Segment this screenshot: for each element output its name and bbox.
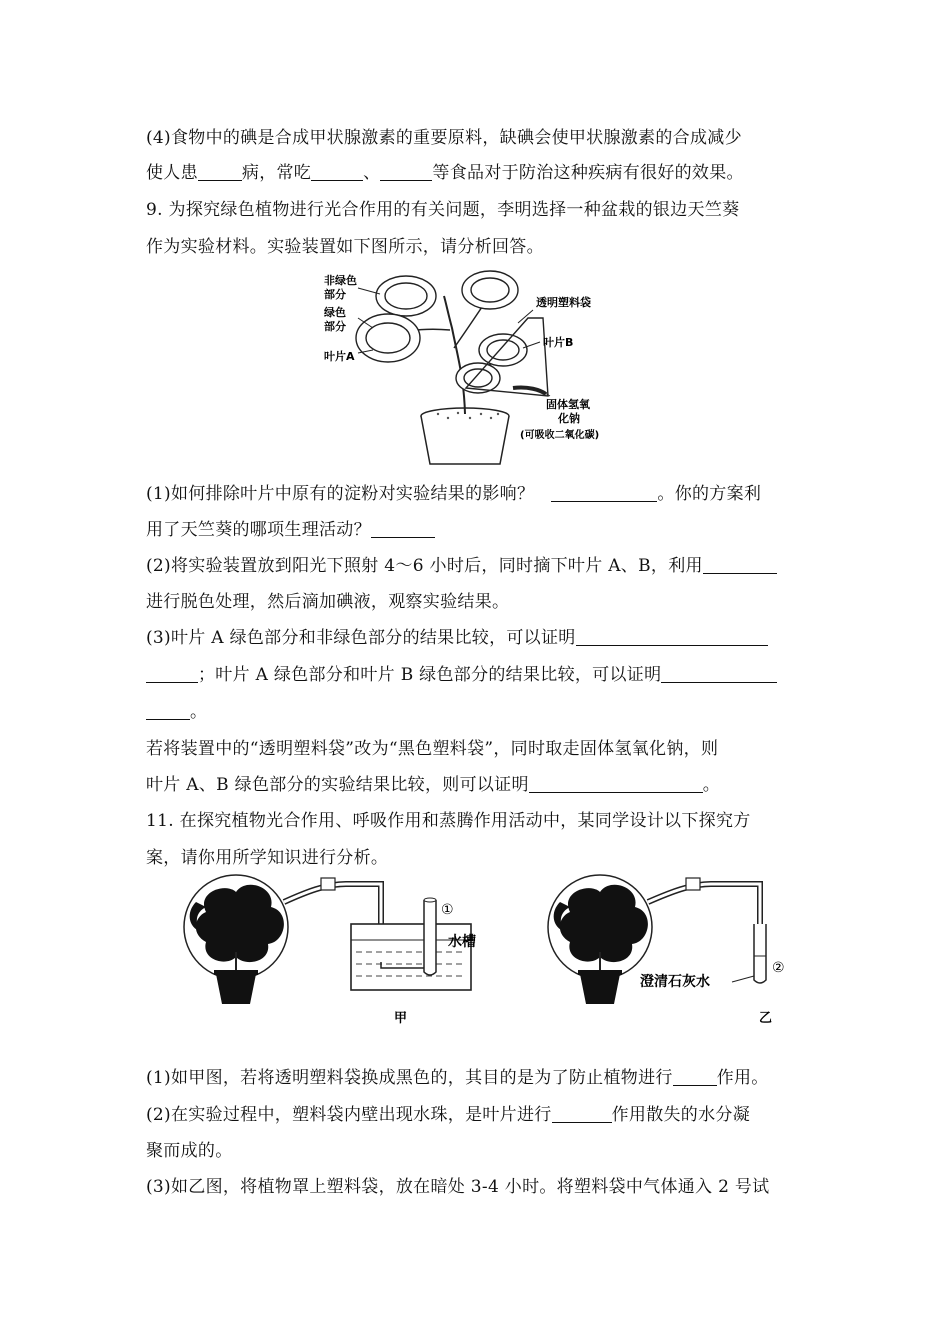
label-tank: 水槽 bbox=[448, 934, 476, 950]
q9-p2-line-2 bbox=[146, 590, 509, 614]
label-leaf-b: 叶片B bbox=[543, 336, 574, 349]
q9-p4-line-1 bbox=[146, 737, 718, 761]
q9-p1-text-c: 用了天竺葵的哪项生理活动？ bbox=[146, 520, 371, 540]
q9-p4-text-b: 叶片 A、B 绿色部分的实验结果比较，则可以证明 bbox=[146, 775, 529, 795]
q11-intro-1 bbox=[146, 809, 751, 833]
q9-intro-text: 作为实验材料。实验装置如下图所示，请分析回答。 bbox=[146, 237, 544, 257]
label-leaf-a: 叶片A bbox=[324, 350, 355, 363]
answer-blank[interactable] bbox=[661, 664, 777, 683]
q9-p4-text-c: 。 bbox=[702, 775, 721, 795]
q9-p4-text-a: 若将装置中的“透明塑料袋”改为“黑色塑料袋”，同时取走固体氢氧化钠，则 bbox=[146, 739, 719, 759]
q9-p3-line-3 bbox=[146, 700, 207, 724]
answer-blank[interactable] bbox=[198, 162, 242, 181]
q9-p3-text-a: (3)叶片 A 绿色部分和非绿色部分的结果比较，可以证明 bbox=[146, 628, 576, 648]
caption-jia: 甲 bbox=[394, 1011, 408, 1026]
q9-p3-line-2 bbox=[146, 663, 777, 687]
answer-blank[interactable] bbox=[576, 627, 768, 646]
label-absorb: (可吸收二氧化碳) bbox=[520, 430, 600, 441]
caption-yi: 乙 bbox=[759, 1011, 773, 1026]
geranium-experiment-figure bbox=[318, 268, 618, 468]
answer-blank[interactable] bbox=[703, 555, 777, 574]
q11-p1-line bbox=[146, 1066, 769, 1090]
answer-blank[interactable] bbox=[146, 701, 190, 720]
q9-p1-line-1 bbox=[146, 482, 761, 506]
label-2: ② bbox=[772, 960, 785, 976]
q9-p1-text-b: 。你的方案利 bbox=[657, 484, 762, 504]
q11-p1-text-b: 作用。 bbox=[716, 1068, 769, 1088]
pot-jia bbox=[216, 974, 256, 1004]
q11-p2-line-2 bbox=[146, 1139, 233, 1163]
q4-line-1 bbox=[146, 126, 742, 150]
q9-p4-line-2 bbox=[146, 773, 720, 797]
q9-p1-line-2 bbox=[146, 518, 435, 542]
label-green-1: 绿色 bbox=[324, 306, 346, 319]
q9-p2-line-1 bbox=[146, 554, 777, 578]
q11-intro-text: 11. 在探究植物光合作用、呼吸作用和蒸腾作用活动中，某同学设计以下探究方 bbox=[146, 811, 751, 831]
test-tube-2 bbox=[754, 924, 766, 983]
q9-intro-2 bbox=[146, 235, 544, 259]
answer-blank[interactable] bbox=[551, 483, 657, 502]
test-tube-1 bbox=[424, 900, 436, 975]
apparatus-yi bbox=[548, 875, 785, 1026]
label-naoh-1: 固体氢氧 bbox=[546, 398, 590, 411]
answer-blank[interactable] bbox=[552, 1104, 612, 1123]
q11-p2-text-b: 作用散失的水分凝 bbox=[611, 1105, 750, 1125]
q4-text-b: 病，常吃 bbox=[241, 163, 312, 183]
answer-blank[interactable] bbox=[673, 1067, 717, 1086]
plant-stem bbox=[444, 296, 465, 414]
label-bag: 透明塑料袋 bbox=[536, 296, 591, 309]
q11-intro-2 bbox=[146, 846, 388, 870]
label-nongreen-2: 部分 bbox=[324, 288, 346, 301]
q11-p3-line bbox=[146, 1175, 770, 1199]
q4-text-d: 等食品对于防治这种疾病有很好的效果。 bbox=[432, 163, 744, 183]
q11-p1-text-a: (1)如甲图，若将透明塑料袋换成黑色的，其目的是为了防止植物进行 bbox=[146, 1068, 673, 1088]
q9-p3-line-1 bbox=[146, 626, 768, 650]
answer-blank[interactable] bbox=[311, 162, 363, 181]
label-limewater: 澄清石灰水 bbox=[640, 974, 710, 990]
label-naoh-2: 化钠 bbox=[558, 412, 580, 425]
q11-intro-text: 案，请你用所学知识进行分析。 bbox=[146, 848, 389, 868]
label-green-2: 部分 bbox=[324, 320, 346, 333]
label-1: ① bbox=[441, 902, 454, 918]
q11-p2-text-c: 聚而成的。 bbox=[146, 1141, 233, 1161]
q4-text-c: 、 bbox=[363, 163, 381, 183]
q11-p2-line-1 bbox=[146, 1103, 750, 1127]
answer-blank[interactable] bbox=[146, 664, 198, 683]
label-nongreen-1: 非绿色 bbox=[324, 274, 357, 287]
q11-p3-text: (3)如乙图，将植物罩上塑料袋，放在暗处 3-4 小时。将塑料袋中气体通入 2 号试 bbox=[146, 1177, 770, 1197]
pot-yi bbox=[580, 974, 620, 1004]
q11-experiment-figure bbox=[176, 872, 806, 1032]
answer-blank[interactable] bbox=[380, 162, 432, 181]
q9-p1-text-a: (1)如何排除叶片中原有的淀粉对实验结果的影响？ bbox=[146, 484, 535, 504]
q9-p3-text-c: 。 bbox=[190, 702, 208, 722]
apparatus-jia bbox=[184, 875, 476, 1026]
flower-pot bbox=[421, 416, 509, 464]
answer-blank[interactable] bbox=[529, 774, 703, 793]
q9-p2-text-b: 进行脱色处理，然后滴加碘液，观察实验结果。 bbox=[146, 592, 510, 612]
q11-p2-text-a: (2)在实验过程中，塑料袋内壁出现水珠，是叶片进行 bbox=[146, 1105, 552, 1125]
q9-intro-1 bbox=[146, 198, 739, 222]
tube-yi bbox=[648, 884, 760, 968]
q4-line-2 bbox=[146, 161, 744, 185]
answer-blank[interactable] bbox=[371, 519, 435, 538]
q4-text-a: 使人患 bbox=[146, 163, 198, 183]
q9-intro-text: 9. 为探究绿色植物进行光合作用的有关问题，李明选择一种盆栽的银边天竺葵 bbox=[146, 200, 740, 220]
q9-p3-text-b: ；叶片 A 绿色部分和叶片 B 绿色部分的结果比较，可以证明 bbox=[198, 665, 662, 685]
q4-text: (4)食物中的碘是合成甲状腺激素的重要原料，缺碘会使甲状腺激素的合成减少 bbox=[146, 128, 742, 148]
q9-p2-text-a: (2)将实验装置放到阳光下照射 4～6 小时后，同时摘下叶片 A、B，利用 bbox=[146, 556, 703, 576]
